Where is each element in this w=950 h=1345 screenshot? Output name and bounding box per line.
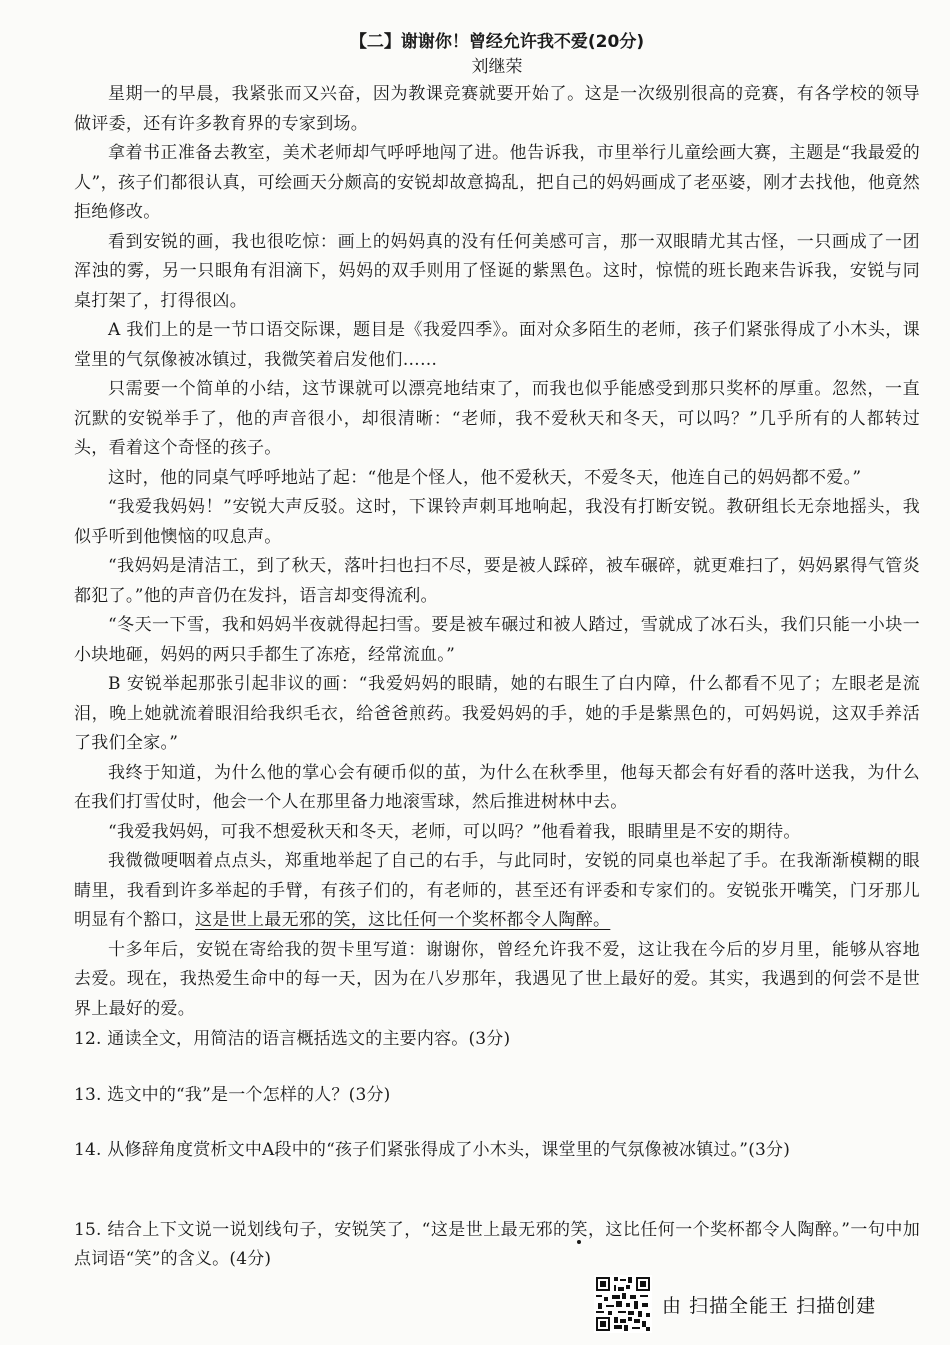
paragraph-1: 星期一的早晨，我紧张而又兴奋，因为教课竞赛就要开始了。这是一次级别很高的竞赛，有各学校的领导做评委，还有许多教育界的专家到场。 [74,84,920,134]
paragraph-4-section-a: A 我们上的是一节口语交际课，题目是《我爱四季》。面对众多陌生的老师，孩子们紧张得成了小木头，课堂里的气氛像被冰镇过，我微笑着启发他们…… [74,320,920,370]
paragraph-8: “我妈妈是清洁工，到了秋天，落叶扫也扫不尽，要是被人踩碎，被车碾碎，就更难扫了，妈妈累得气管炎都犯了。”他的声音仍在发抖，语言却变得流利。 [74,556,920,606]
article-title: 【二】谢谢你！曾经允许我不爱(20分) [349,32,645,52]
question-13: 13. 选文中的“我”是一个怎样的人？(3分) [74,1084,391,1105]
question-15 [74,1216,920,1275]
watermark-text: 由 扫描全能王 扫描创建 [662,1294,877,1317]
paragraph-14: 十多年后，安锐在寄给我的贺卡里写道：谢谢你，曾经允许我不爱，这让我在今后的岁月里，能够从容地去爱。现在，我热爱生命中的每一天，因为在八岁那年，我遇见了世上最好的爱。其实，我遇到的何尝不是世界上最好的爱。 [74,939,920,1019]
article-author: 刘继荣 [471,57,523,77]
paragraph-13 [74,847,920,936]
paragraph-11: 我终于知道，为什么他的掌心会有硬币似的茧，为什么在秋季里，他每天都会有好看的落叶送我，为什么在我们打雪仗时，他会一个人在那里备力地滚雪球，然后推进树林中去。 [74,762,920,812]
qr-code-icon [594,1275,652,1333]
paragraph-6: 这时，他的同桌气呼呼地站了起：“他是个怪人，他不爱秋天，不爱冬天，他连自己的妈妈都不爱。” [108,467,862,488]
paragraph-3: 看到安锐的画，我也很吃惊：画上的妈妈真的没有任何美感可言，那一双眼睛尤其古怪，一只画成了一团浑浊的雾，另一只眼角有泪滴下，妈妈的双手则用了怪诞的紫黑色。这时，惊慌的班长跑来告诉我，安锐与同桌打架了，打得很凶。 [74,231,920,311]
question-15-text-b: ，这比任何一个奖杯都令人陶醉。”一句中加点词语“笑”的含义。(4分) [74,1219,920,1269]
underlined-sentence: 这是世上最无邪的笑，这比任何一个奖杯都令人陶醉。 [195,910,611,930]
paragraph-5: 只需要一个简单的小结，这节课就可以漂亮地结束了，而我也似乎能感受到那只奖杯的厚重。忽然，一直沉默的安锐举手了，他的声音很小，却很清晰：“老师，我不爱秋天和冬天，可以吗？”几乎所有的人都转过头，看着这个奇怪的孩子。 [74,379,920,458]
question-12: 12. 通读全文，用简洁的语言概括选文的主要内容。(3分) [74,1029,511,1049]
document-page [74,30,920,1275]
question-15-text-a: 15. 结合上下文说一说划线句子，安锐笑了，“这是世上最无邪的 [74,1219,571,1240]
scanner-watermark [594,1274,876,1334]
paragraph-2: 拿着书正准备去教室，美术老师却气呼呼地闯了进。他告诉我，市里举行儿童绘画大赛，主题是“我最爱的人”，孩子们都很认真，可绘画天分颇高的安锐却故意捣乱，把自己的妈妈画成了老巫婆，刚才去找他，他竟然拒绝修改。 [74,143,920,222]
paragraph-10-section-b: B 安锐举起那张引起非议的画：“我爱妈妈的眼睛，她的右眼生了白内障，什么都看不见了；左眼老是流泪，晚上她就流着眼泪给我织毛衣，给爸爸煎药。我爱妈妈的手，她的手是紫黑色的，可妈妈说，这双手养活了我们全家。” [74,674,920,753]
question-14: 14. 从修辞角度赏析文中A段中的“孩子们紧张得成了小木头，课堂里的气氛像被冰镇过。”(3分) [74,1140,791,1160]
paragraph-9: “冬天一下雪，我和妈妈半夜就得起扫雪。要是被车碾过和被人踏过，雪就成了冰石头，我们只能一小块一小块地砸，妈妈的两只手都生了冻疮，经常流血。” [74,615,920,665]
paragraph-13-text: 我微微哽咽着点点头，郑重地举起了自己的右手，与此同时，安锐的同桌也举起了手。在我渐渐模糊的眼睛里，我看到许多举起的手臂，有孩子们的，有老师的，甚至还有评委和专家们的。安锐张开嘴笑，门牙那儿明显有个豁口， [74,851,920,930]
paragraph-12: “我爱我妈妈，可我不想爱秋天和冬天，老师，可以吗？”他看着我，眼睛里是不安的期待。 [108,821,801,842]
dotted-word: 笑 [570,1219,588,1240]
paragraph-7: “我爱我妈妈！”安锐大声反驳。这时，下课铃声刺耳地响起，我没有打断安锐。教研组长无奈地摇头，我似乎听到他懊恼的叹息声。 [74,497,920,547]
